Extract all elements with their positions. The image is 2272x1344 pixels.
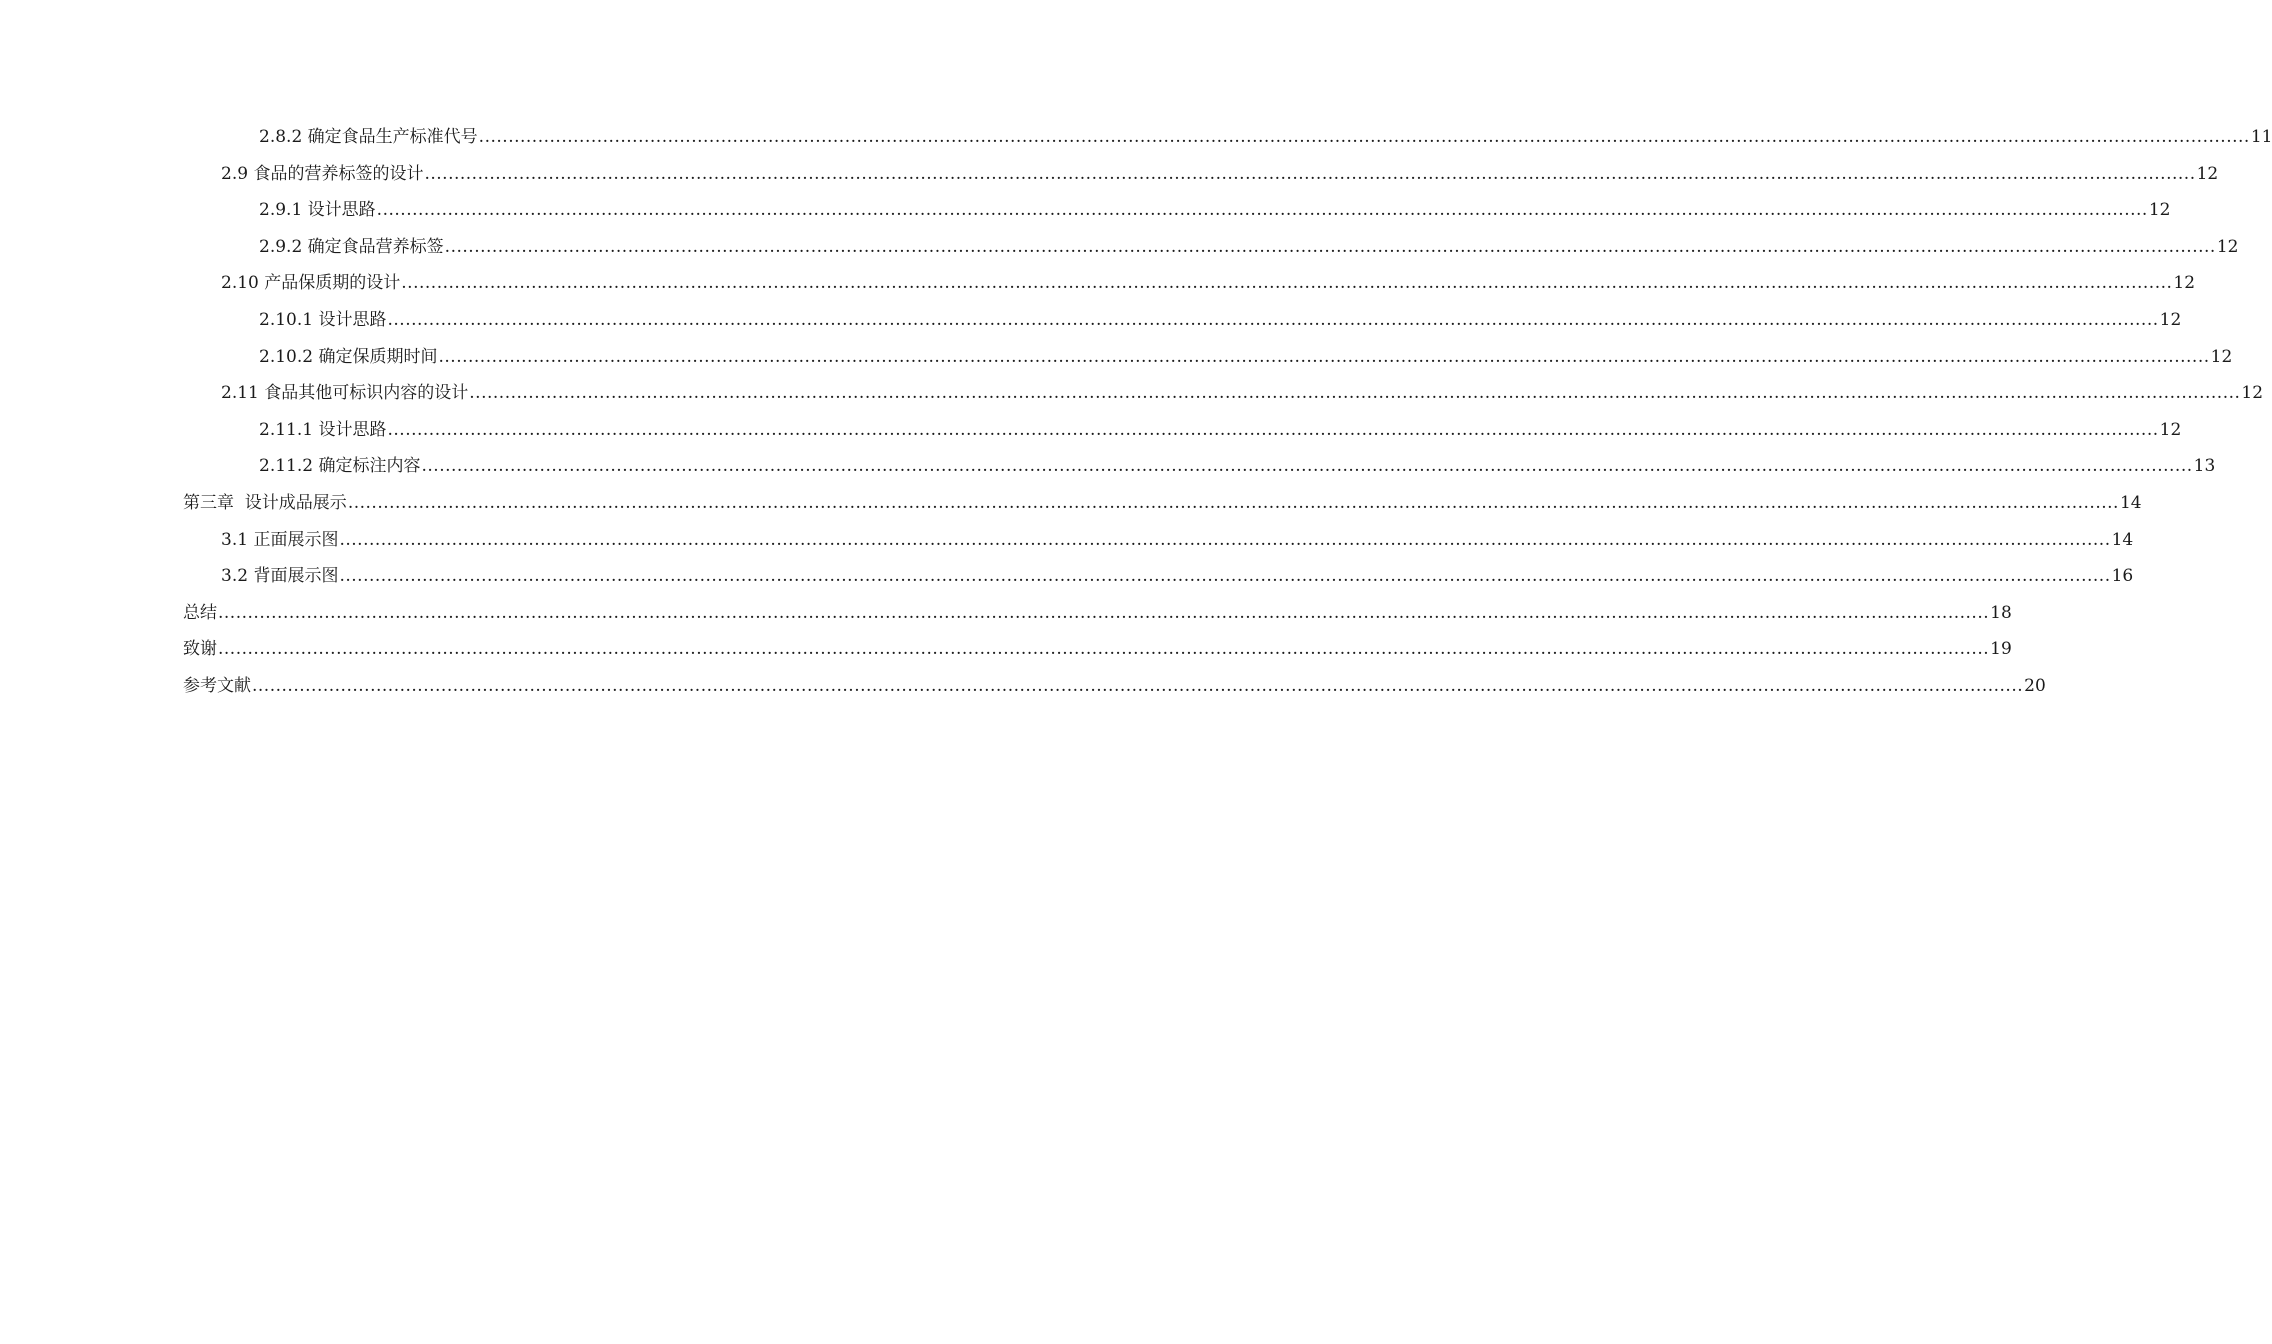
toc-entry-title: 2.9.1 设计思路 — [259, 200, 376, 221]
toc-dot-leader: ............................................................................................................................................................................................................................................................................................................ — [387, 419, 2159, 440]
toc-dot-leader: ............................................................................................................................................................................................................................................................................................................ — [387, 309, 2159, 330]
toc-entry[interactable] — [183, 522, 2134, 559]
toc-dot-leader: ............................................................................................................................................................................................................................................................................................................ — [376, 200, 2148, 221]
toc-entry[interactable] — [183, 375, 2264, 412]
toc-entry-title: 2.11.2 确定标注内容 — [259, 456, 421, 477]
toc-page-number: 14 — [2111, 529, 2134, 550]
toc-dot-leader: ............................................................................................................................................................................................................................................................................................................ — [401, 273, 2173, 294]
toc-page-number: 12 — [2159, 419, 2182, 440]
toc-entry[interactable] — [183, 119, 2272, 156]
toc-dot-leader: ............................................................................................................................................................................................................................................................................................................ — [478, 127, 2250, 147]
toc-entry[interactable] — [183, 485, 2142, 522]
toc-page-number: 12 — [2196, 163, 2219, 184]
toc-entry[interactable] — [183, 448, 2216, 485]
toc-entry[interactable] — [183, 412, 2182, 449]
toc-dot-leader: ............................................................................................................................................................................................................................................................................................................ — [444, 236, 2216, 257]
toc-entry[interactable] — [183, 265, 2196, 302]
toc-entry-title: 致谢 — [183, 639, 217, 660]
toc-page-number: 14 — [2119, 492, 2142, 513]
toc-entry-title: 第三章 设计成品展示 — [183, 492, 347, 513]
toc-page-number: 12 — [2210, 346, 2233, 367]
toc-entry-title: 2.11 食品其他可标识内容的设计 — [221, 383, 469, 404]
toc-entry[interactable] — [183, 302, 2182, 339]
toc-entry-title: 2.9.2 确定食品营养标签 — [259, 236, 444, 257]
toc-dot-leader: ............................................................................................................................................................................................................................................................................................................ — [421, 456, 2193, 477]
toc-entry-title: 3.2 背面展示图 — [221, 566, 339, 587]
toc-entry-title: 2.10.1 设计思路 — [259, 309, 387, 330]
toc-page-number: 11 — [2250, 127, 2272, 147]
toc-page-number: 12 — [2216, 236, 2239, 257]
toc-dot-leader: ............................................................................................................................................................................................................................................................................................................ — [424, 163, 2196, 184]
toc-dot-leader: ............................................................................................................................................................................................................................................................................................................ — [218, 602, 1990, 623]
toc-entry[interactable] — [183, 558, 2134, 595]
toc-dot-leader: ............................................................................................................................................................................................................................................................................................................ — [218, 639, 1990, 660]
toc-page-number: 12 — [2173, 273, 2196, 294]
toc-dot-leader: ............................................................................................................................................................................................................................................................................................................ — [339, 566, 2111, 587]
toc-entry-title: 2.8.2 确定食品生产标准代号 — [259, 127, 478, 147]
toc-entry[interactable] — [183, 156, 2219, 193]
toc-entry-title: 2.10 产品保质期的设计 — [221, 273, 401, 294]
toc-dot-leader: ............................................................................................................................................................................................................................................................................................................ — [347, 492, 2119, 513]
toc-entry-title: 参考文献 — [183, 675, 251, 696]
toc-page-number: 12 — [2159, 309, 2182, 330]
toc-page-number: 19 — [1990, 639, 2012, 660]
toc-entry[interactable] — [183, 631, 2012, 668]
toc-dot-leader: ............................................................................................................................................................................................................................................................................................................ — [438, 346, 2210, 367]
toc-entry[interactable] — [183, 192, 2171, 229]
toc-entry[interactable] — [183, 339, 2233, 376]
toc-entry-title: 3.1 正面展示图 — [221, 529, 339, 550]
toc-entry-title: 2.11.1 设计思路 — [259, 419, 387, 440]
toc-dot-leader: ............................................................................................................................................................................................................................................................................................................ — [252, 675, 2024, 696]
toc-page-number: 20 — [2024, 675, 2046, 696]
toc-page-number: 12 — [2241, 383, 2264, 404]
toc-page-number: 16 — [2111, 566, 2134, 587]
table-of-contents — [183, 119, 2272, 705]
toc-entry[interactable] — [183, 229, 2239, 266]
toc-entry-title: 2.9 食品的营养标签的设计 — [221, 163, 424, 184]
toc-dot-leader: ............................................................................................................................................................................................................................................................................................................ — [339, 529, 2111, 550]
toc-dot-leader: ............................................................................................................................................................................................................................................................................................................ — [469, 383, 2241, 404]
toc-entry[interactable] — [183, 595, 2012, 632]
toc-page-number: 13 — [2193, 456, 2216, 477]
toc-page-number: 12 — [2148, 200, 2171, 221]
toc-entry-title: 2.10.2 确定保质期时间 — [259, 346, 438, 367]
toc-entry-title: 总结 — [183, 602, 217, 623]
toc-page-number: 18 — [1990, 602, 2012, 623]
toc-entry[interactable] — [183, 668, 2046, 705]
